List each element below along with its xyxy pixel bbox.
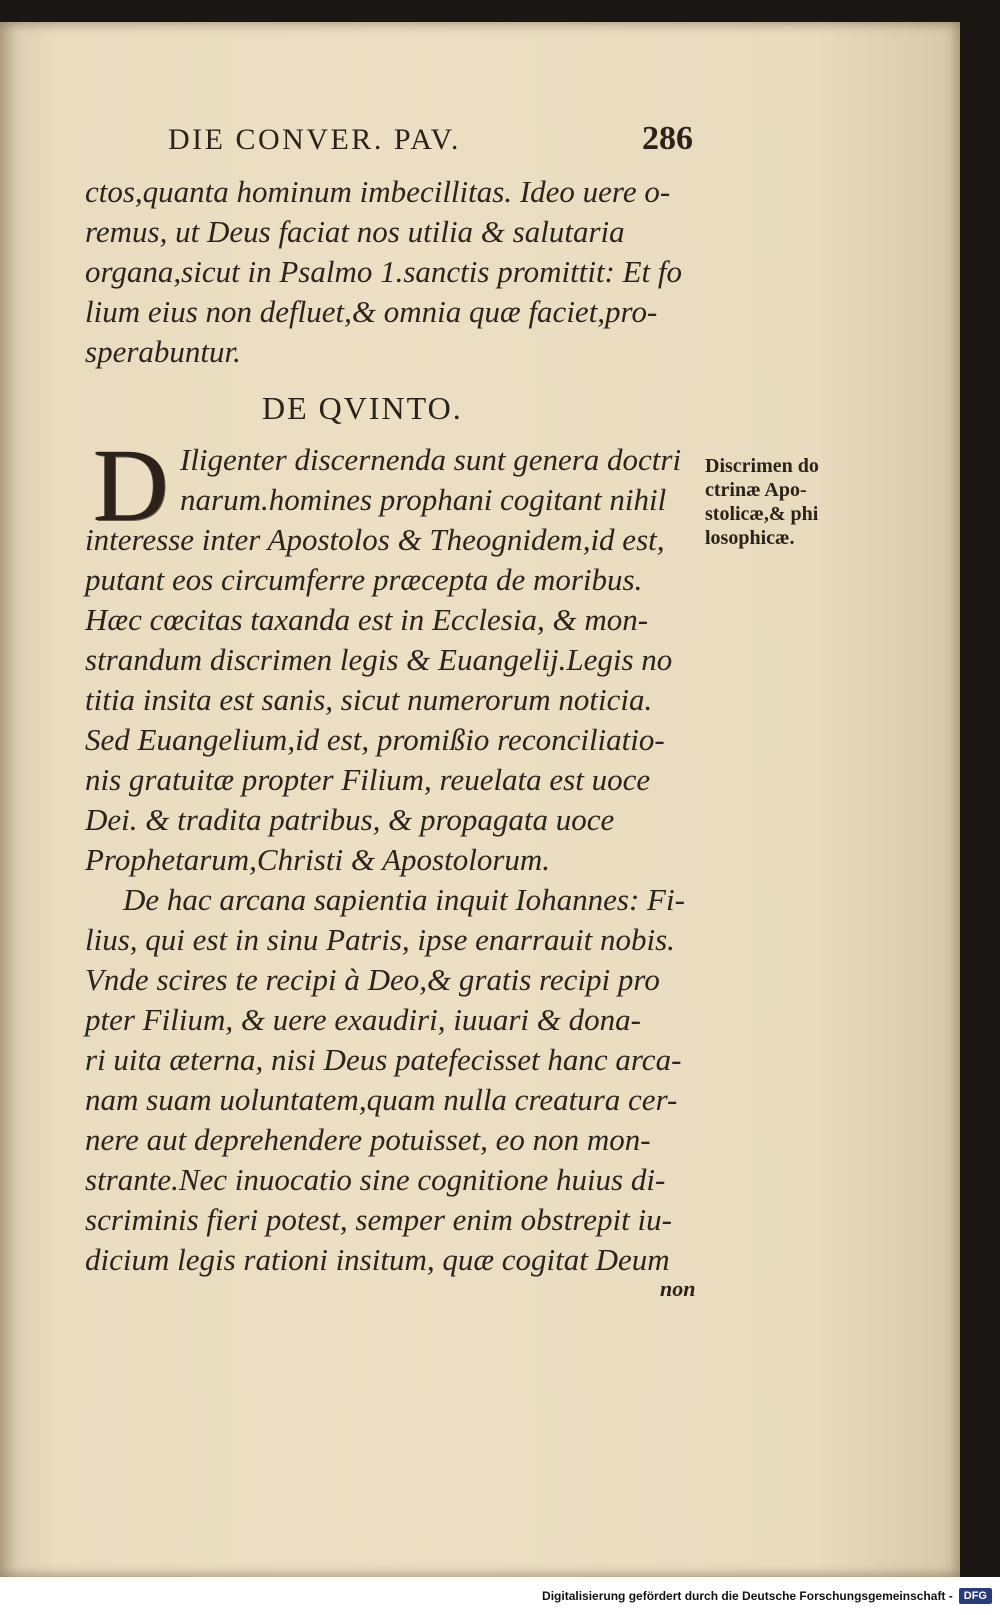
margin-note-line: stolicæ,& phi bbox=[705, 503, 819, 525]
margin-note bbox=[705, 454, 855, 550]
text-line: ri uita æterna, nisi Deus patefecisset hanc arca- bbox=[85, 1042, 682, 1077]
text-line: Hæc cœcitas taxanda est in Ecclesia, & mon- bbox=[85, 602, 649, 637]
margin-note-line: ctrinæ Apo- bbox=[705, 479, 807, 501]
text-line: strandum discrimen legis & Euangelij.Legis no bbox=[85, 642, 673, 677]
text-line: narum.homines prophani cogitant nihil bbox=[180, 482, 667, 517]
text-line: putant eos circumferre præcepta de moribus. bbox=[85, 562, 643, 597]
text-line: lius, qui est in sinu Patris, ipse enarrauit nobis. bbox=[85, 922, 675, 957]
footer-credit: Digitalisierung gefördert durch die Deutsche Forschungsgemeinschaft - bbox=[542, 1589, 953, 1603]
text-line: interesse inter Apostolos & Theognidem,id est, bbox=[85, 522, 665, 557]
text-line: organa,sicut in Psalmo 1.sanctis promittit: Et fo bbox=[85, 254, 683, 289]
text-line: Vnde scires te recipi à Deo,& gratis recipi pro bbox=[85, 962, 660, 997]
catchword: non bbox=[660, 1276, 696, 1301]
page-header bbox=[168, 120, 693, 158]
section-heading: DE QVINTO. bbox=[262, 390, 463, 426]
text-line: Sed Euangelium,id est, promißio reconciliatio- bbox=[85, 722, 665, 757]
text-line: scriminis fieri potest, semper enim obstrepit iu- bbox=[85, 1202, 672, 1237]
text-line: remus, ut Deus faciat nos utilia & salutaria bbox=[85, 214, 625, 249]
text-line: dicium legis rationi insitum, quæ cogitat Deum bbox=[85, 1242, 670, 1277]
text-line: sperabuntur. bbox=[85, 334, 241, 369]
main-paragraph bbox=[85, 428, 705, 880]
text-line: strante.Nec inuocatio sine cognitione huius di- bbox=[85, 1162, 666, 1197]
top-paragraph bbox=[85, 172, 705, 372]
margin-note-line: losophicæ. bbox=[705, 527, 795, 549]
footer-bar bbox=[0, 1577, 1000, 1615]
text-line: pter Filium, & uere exaudiri, iuuari & dona- bbox=[85, 1002, 641, 1037]
margin-note-line: Discrimen do bbox=[705, 455, 819, 477]
text-line: lium eius non defluet,& omnia quæ faciet,pro- bbox=[85, 294, 658, 329]
dropcap-initial: D bbox=[93, 428, 169, 543]
second-paragraph bbox=[85, 880, 705, 1280]
text-line: De hac arcana sapientia inquit Iohannes: Fi- bbox=[123, 882, 685, 917]
text-line: Iligenter discernenda sunt genera doctri bbox=[180, 442, 682, 477]
text-line: Prophetarum,Christi & Apostolorum. bbox=[85, 842, 551, 877]
text-line: titia insita est sanis, sicut numerorum noticia. bbox=[85, 682, 653, 717]
running-title: DIE CONVER. PAV. bbox=[168, 123, 461, 156]
dfg-logo-icon: DFG bbox=[959, 1588, 992, 1604]
page-number: 286 bbox=[642, 120, 693, 157]
text-line: nere aut deprehendere potuisset, eo non mon- bbox=[85, 1122, 651, 1157]
text-line: Dei. & tradita patribus, & propagata uoce bbox=[85, 802, 615, 837]
text-line: nis gratuitæ propter Filium, reuelata est uoce bbox=[85, 762, 651, 797]
text-line: nam suam uoluntatem,quam nulla creatura cer- bbox=[85, 1082, 678, 1117]
text-line: ctos,quanta hominum imbecillitas. Ideo uere o- bbox=[85, 174, 671, 209]
